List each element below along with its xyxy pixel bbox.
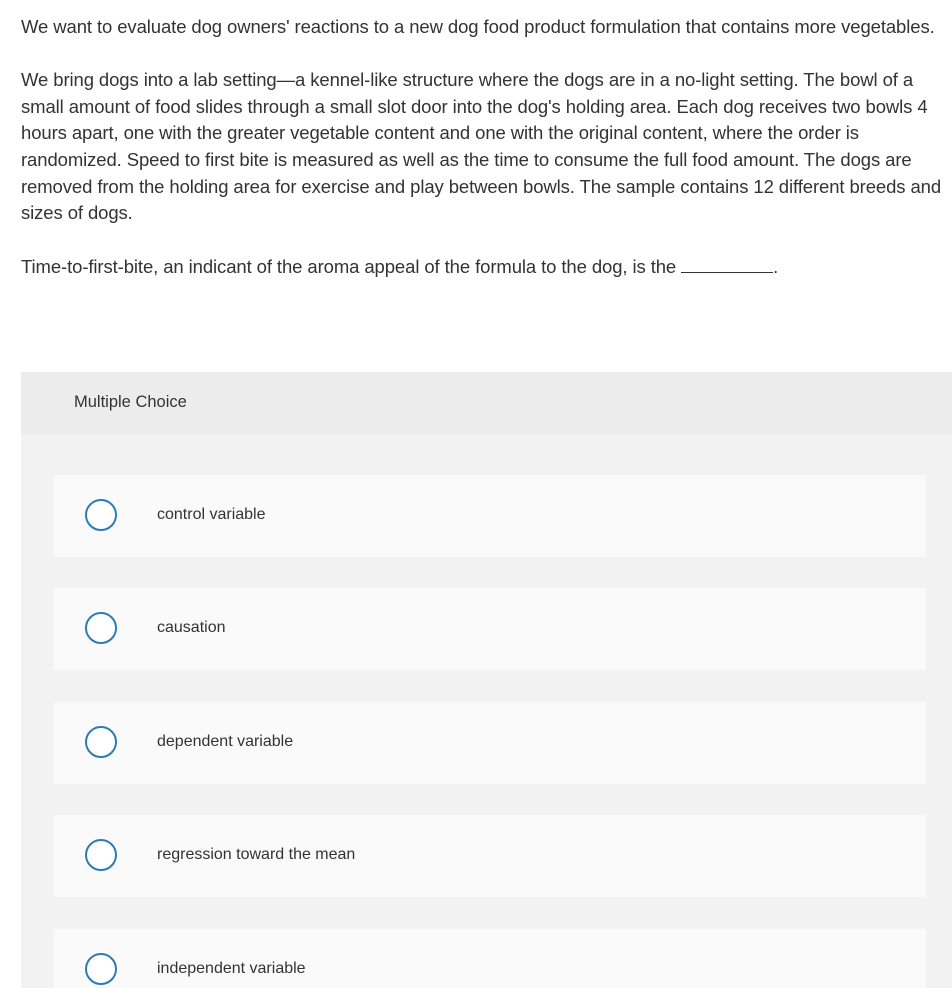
multiple-choice-header <box>21 372 952 434</box>
choice-label: causation <box>157 619 226 636</box>
choice-label: independent variable <box>157 960 306 977</box>
question-prompt <box>21 253 946 281</box>
question-text <box>21 14 946 308</box>
multiple-choice-title: Multiple Choice <box>74 393 187 411</box>
choice-dependent-variable[interactable] <box>54 702 926 784</box>
choice-independent-variable[interactable] <box>54 929 926 988</box>
question-prompt-text: Time-to-first-bite, an indicant of the aroma appeal of the formula to the dog, is the <box>21 256 677 278</box>
answer-blank <box>681 253 773 273</box>
radio-button[interactable] <box>85 953 117 985</box>
question-paragraph-2: We bring dogs into a lab setting—a kennel-like structure where the dogs are in a no-light setting. The bowl of a small amount of food slides through a small slot door into the dog's holding area. Each dog receives two bowls 4 hours apart, one with the greater vegetable content and one with the original content, where the order is randomized. Speed to first bite is measured as well as the time to consume the full food amount. The dogs are removed from the holding area for exercise and play between bowls. The sample contains 12 different breeds and sizes of dogs. <box>21 69 942 224</box>
choice-label: control variable <box>157 506 266 523</box>
radio-button[interactable] <box>85 499 117 531</box>
choice-label: regression toward the mean <box>157 846 356 863</box>
question-prompt-end: . <box>773 256 779 278</box>
radio-button[interactable] <box>85 839 117 871</box>
question-paragraph-1: We want to evaluate dog owners' reactions to a new dog food product formulation that contains more vegetables. <box>21 16 935 37</box>
choice-regression-toward-the-mean[interactable] <box>54 815 926 897</box>
choice-label: dependent variable <box>157 733 294 750</box>
radio-button[interactable] <box>85 612 117 644</box>
choice-control-variable[interactable] <box>54 475 926 557</box>
choice-causation[interactable] <box>54 588 926 670</box>
multiple-choice-panel <box>21 372 952 988</box>
radio-button[interactable] <box>85 726 117 758</box>
